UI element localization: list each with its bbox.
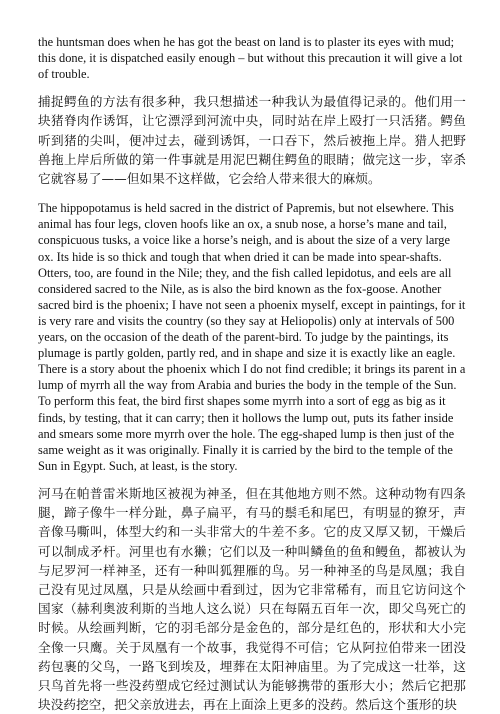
english-paragraph-crocodile-end: the huntsman does when he has got the beast on land is to plaster its eyes with mud; this done, it is dispatched easily enough – but without this precaution it will give a lot of trouble. [38, 35, 463, 82]
document-page [38, 34, 466, 714]
english-paragraph-hippopotamus-phoenix: The hippopotamus is held sacred in the district of Papremis, but not elsewhere. This animal has four legs, cloven hoofs like an ox, a snub nose, a horse’s mane and tail, conspicuous tusks, a voice like a horse’s neigh, and is about the size of a very large ox. Its hide is so thick and tough that when dried it can be made into spear-shafts. Otters, too, are found in the Nile; they, and the fish called lepidotus, and eels are all considered sacred to the Nile, as is also the bird known as the fox-goose. Another sacred bird is the phoenix; I have not seen a phoenix myself, except in paintings, for it is very rare and visits the country (so they say at Heliopolis) only at intervals of 500 years, on the occasion of the death of the parent-bird. To judge by the paintings, its plumage is partly golden, partly red, and in shape and size it is exactly like an eagle. There is a story about the phoenix which I do not find credible; it brings its parent in a lump of myrrh all the way from Arabia and buries the body in the temple of the Sun. To perform this feat, the bird first shapes some myrrh into a sort of egg as big as it finds, by testing, that it can carry; then it hollows the lump out, puts its father inside and smears some more myrrh over the hole. The egg-shaped lump is then just of the same weight as it was originally. Finally it is carried by the bird to the temple of the Sun in Egypt. Such, at least, is the story. [38, 201, 466, 473]
chinese-paragraph-hippopotamus-phoenix: 河马在帕普雷米斯地区被视为神圣，但在其他地方则不然。这种动物有四条腿，蹄子像牛一样分趾，鼻子扁平，有马的鬃毛和尾巴，有明显的獠牙，声音像马嘶叫，体型大约和一头非常大的牛差不多。它的皮又厚又韧，干燥后可以制成矛杆。河里也有水獭；它们以及一种叫鳞鱼的鱼和鳗鱼，都被认为与尼罗河一样神圣，还有一种叫狐狸雁的鸟。另一种神圣的鸟是凤凰；我自己没有见过凤凰，只是从绘画中看到过，因为它非常稀有，而且它访问这个国家（赫利奥波利斯的当地人这么说）只在每隔五百年一次，即父鸟死亡的时候。从绘画判断，它的羽毛部分是金色的，部分是红色的，形状和大小完全像一只鹰。关于凤凰有一个故事，我觉得不可信；它从阿拉伯带来一团没药包裹的父鸟，一路飞到埃及，埋葬在太阳神庙里。为了完成这一壮举，这只鸟首先将一些没药塑成它经过测试认为能够携带的蛋形大小；然后它把那块没药挖空，把父亲放进去，再在上面涂上更多的没药。然后这个蛋形的块 [38, 485, 466, 713]
chinese-paragraph-crocodile: 捕捉鳄鱼的方法有很多种，我只想描述一种我认为最值得记录的。他们用一块猪脊肉作诱饵，让它漂浮到河流中央，同时站在岸上殴打一只活猪。鳄鱼听到猪的尖叫，便冲过去，碰到诱饵，一口吞下，然后被拖上岸。猎人把野兽拖上岸后所做的第一件事就是用泥巴糊住鳄鱼的眼睛；做完这一步，宰杀它就容易了——但如果不这样做，它会给人带来很大的麻烦。 [38, 94, 466, 187]
